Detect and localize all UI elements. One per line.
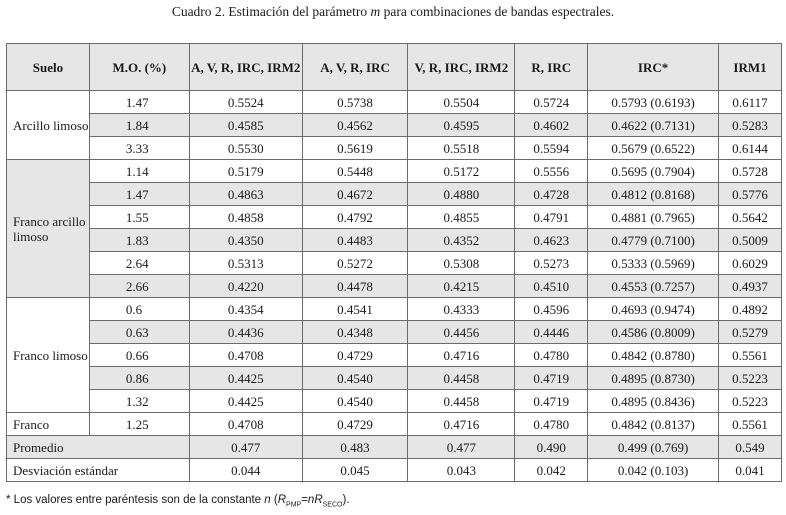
- footnote-n: n: [264, 494, 271, 506]
- value-cell: 0.4863: [189, 183, 302, 206]
- value-cell: 0.4729: [302, 344, 408, 367]
- value-cell: 0.5279: [719, 321, 782, 344]
- footnote: [6, 494, 350, 508]
- summary-value: 0.044: [189, 459, 302, 482]
- mo-cell: 1.32: [89, 390, 189, 413]
- summary-value: 0.483: [302, 436, 408, 459]
- value-cell: 0.5776: [719, 183, 782, 206]
- value-cell: 0.4895 (0.8730): [588, 367, 719, 390]
- value-cell: 0.4780: [515, 344, 588, 367]
- value-cell: 0.4456: [408, 321, 515, 344]
- column-header: V, R, IRC, IRM2: [408, 44, 515, 91]
- footnote-sub2: SECO: [322, 501, 343, 509]
- summary-value: 0.042 (0.103): [588, 459, 719, 482]
- table-row: [7, 160, 782, 183]
- column-header: A, V, R, IRC: [302, 44, 408, 91]
- value-cell: 0.4729: [302, 413, 408, 436]
- value-cell: 0.5561: [719, 344, 782, 367]
- value-cell: 0.5594: [515, 137, 588, 160]
- value-cell: 0.5273: [515, 252, 588, 275]
- mo-cell: 1.14: [89, 160, 189, 183]
- table-body: [7, 91, 782, 482]
- value-cell: 0.5448: [302, 160, 408, 183]
- value-cell: 0.5223: [719, 390, 782, 413]
- value-cell: 0.5642: [719, 206, 782, 229]
- footnote-close: ).: [342, 494, 350, 506]
- value-cell: 0.4540: [302, 390, 408, 413]
- footnote-r1: R: [277, 494, 287, 506]
- footnote-sub1: PMP: [286, 501, 302, 509]
- data-table: [6, 43, 782, 482]
- value-cell: 0.5679 (0.6522): [588, 137, 719, 160]
- value-cell: 0.5695 (0.7904): [588, 160, 719, 183]
- summary-value: 0.042: [515, 459, 588, 482]
- mo-cell: 3.33: [89, 137, 189, 160]
- value-cell: 0.5561: [719, 413, 782, 436]
- value-cell: 0.4895 (0.8436): [588, 390, 719, 413]
- value-cell: 0.4510: [515, 275, 588, 298]
- summary-label: Promedio: [7, 436, 190, 459]
- mo-cell: 1.84: [89, 114, 189, 137]
- value-cell: 0.4791: [515, 206, 588, 229]
- value-cell: 0.4623: [515, 229, 588, 252]
- table-row: [7, 367, 782, 390]
- mo-cell: 1.55: [89, 206, 189, 229]
- value-cell: 0.5556: [515, 160, 588, 183]
- value-cell: 0.5283: [719, 114, 782, 137]
- value-cell: 0.4792: [302, 206, 408, 229]
- table-row: [7, 413, 782, 436]
- value-cell: 0.4708: [189, 413, 302, 436]
- mo-cell: 2.66: [89, 275, 189, 298]
- value-cell: 0.4842 (0.8780): [588, 344, 719, 367]
- value-cell: 0.4728: [515, 183, 588, 206]
- mo-cell: 0.63: [89, 321, 189, 344]
- value-cell: 0.4719: [515, 367, 588, 390]
- value-cell: 0.4672: [302, 183, 408, 206]
- footnote-prefix: * Los valores entre paréntesis son de la constante: [6, 494, 265, 506]
- summary-label: Desviación estándar: [7, 459, 190, 482]
- caption-suffix: para combinaciones de bandas espectrales.: [380, 4, 615, 19]
- table-row: [7, 137, 782, 160]
- soil-cell: Franco limoso: [7, 298, 90, 413]
- caption-symbol: m: [370, 4, 381, 19]
- value-cell: 0.5179: [189, 160, 302, 183]
- caption-prefix: Cuadro 2. Estimación del parámetro: [171, 4, 371, 19]
- mo-cell: 1.83: [89, 229, 189, 252]
- soil-cell: Franco: [7, 413, 90, 436]
- footnote-n2: n: [307, 494, 315, 506]
- value-cell: 0.4425: [189, 390, 302, 413]
- mo-cell: 2.64: [89, 252, 189, 275]
- footnote-r2: R: [314, 494, 323, 506]
- value-cell: 0.5530: [189, 137, 302, 160]
- soil-cell: Franco arcillo limoso: [7, 160, 90, 298]
- column-header: Suelo: [7, 44, 90, 91]
- value-cell: 0.4719: [515, 390, 588, 413]
- value-cell: 0.5308: [408, 252, 515, 275]
- value-cell: 0.6117: [719, 91, 782, 114]
- value-cell: 0.4354: [189, 298, 302, 321]
- value-cell: 0.4540: [302, 367, 408, 390]
- header-row: [7, 44, 782, 91]
- mo-cell: 0.6: [89, 298, 189, 321]
- value-cell: 0.5524: [189, 91, 302, 114]
- summary-value: 0.043: [408, 459, 515, 482]
- table-row: [7, 229, 782, 252]
- value-cell: 0.4586 (0.8009): [588, 321, 719, 344]
- value-cell: 0.5272: [302, 252, 408, 275]
- value-cell: 0.5619: [302, 137, 408, 160]
- summary-value: 0.477: [189, 436, 302, 459]
- value-cell: 0.5738: [302, 91, 408, 114]
- column-header: R, IRC: [515, 44, 588, 91]
- value-cell: 0.5728: [719, 160, 782, 183]
- value-cell: 0.4483: [302, 229, 408, 252]
- summary-value: 0.499 (0.769): [588, 436, 719, 459]
- value-cell: 0.4596: [515, 298, 588, 321]
- column-header: A, V, R, IRC, IRM2: [189, 44, 302, 91]
- soil-cell: Arcillo limoso: [7, 91, 90, 160]
- value-cell: 0.4541: [302, 298, 408, 321]
- mo-cell: 1.25: [89, 413, 189, 436]
- value-cell: 0.4858: [189, 206, 302, 229]
- value-cell: 0.4780: [515, 413, 588, 436]
- table-row: [7, 321, 782, 344]
- value-cell: 0.4562: [302, 114, 408, 137]
- value-cell: 0.4436: [189, 321, 302, 344]
- value-cell: 0.4881 (0.7965): [588, 206, 719, 229]
- value-cell: 0.5724: [515, 91, 588, 114]
- value-cell: 0.4585: [189, 114, 302, 137]
- value-cell: 0.4880: [408, 183, 515, 206]
- value-cell: 0.5518: [408, 137, 515, 160]
- footnote-eq: =: [301, 494, 308, 506]
- value-cell: 0.4602: [515, 114, 588, 137]
- mo-cell: 0.86: [89, 367, 189, 390]
- table-row: [7, 344, 782, 367]
- mo-cell: 0.66: [89, 344, 189, 367]
- value-cell: 0.4458: [408, 390, 515, 413]
- value-cell: 0.6029: [719, 252, 782, 275]
- summary-value: 0.045: [302, 459, 408, 482]
- table-row: [7, 252, 782, 275]
- summary-row: [7, 436, 782, 459]
- value-cell: 0.4622 (0.7131): [588, 114, 719, 137]
- value-cell: 0.4693 (0.9474): [588, 298, 719, 321]
- table-row: [7, 206, 782, 229]
- column-header: IRC*: [588, 44, 719, 91]
- value-cell: 0.4446: [515, 321, 588, 344]
- summary-value: 0.490: [515, 436, 588, 459]
- summary-row: [7, 459, 782, 482]
- table-row: [7, 183, 782, 206]
- value-cell: 0.4708: [189, 344, 302, 367]
- column-header: M.O. (%): [89, 44, 189, 91]
- table-row: [7, 91, 782, 114]
- value-cell: 0.4842 (0.8137): [588, 413, 719, 436]
- table-row: [7, 298, 782, 321]
- summary-value: 0.549: [719, 436, 782, 459]
- value-cell: 0.4425: [189, 367, 302, 390]
- value-cell: 0.4937: [719, 275, 782, 298]
- mo-cell: 1.47: [89, 91, 189, 114]
- value-cell: 0.4595: [408, 114, 515, 137]
- value-cell: 0.4779 (0.7100): [588, 229, 719, 252]
- value-cell: 0.4716: [408, 413, 515, 436]
- value-cell: 0.4812 (0.8168): [588, 183, 719, 206]
- value-cell: 0.4220: [189, 275, 302, 298]
- value-cell: 0.4892: [719, 298, 782, 321]
- value-cell: 0.5313: [189, 252, 302, 275]
- value-cell: 0.5333 (0.5969): [588, 252, 719, 275]
- mo-cell: 1.47: [89, 183, 189, 206]
- value-cell: 0.4478: [302, 275, 408, 298]
- value-cell: 0.4352: [408, 229, 515, 252]
- footnote-open: (: [270, 494, 278, 506]
- value-cell: 0.4333: [408, 298, 515, 321]
- value-cell: 0.5793 (0.6193): [588, 91, 719, 114]
- column-header: IRM1: [719, 44, 782, 91]
- value-cell: 0.4716: [408, 344, 515, 367]
- value-cell: 0.4855: [408, 206, 515, 229]
- summary-value: 0.477: [408, 436, 515, 459]
- value-cell: 0.4215: [408, 275, 515, 298]
- value-cell: 0.4348: [302, 321, 408, 344]
- value-cell: 0.6144: [719, 137, 782, 160]
- value-cell: 0.5172: [408, 160, 515, 183]
- value-cell: 0.4458: [408, 367, 515, 390]
- value-cell: 0.5223: [719, 367, 782, 390]
- value-cell: 0.4553 (0.7257): [588, 275, 719, 298]
- value-cell: 0.4350: [189, 229, 302, 252]
- value-cell: 0.5009: [719, 229, 782, 252]
- table-row: [7, 390, 782, 413]
- table-row: [7, 275, 782, 298]
- summary-value: 0.041: [719, 459, 782, 482]
- table-row: [7, 114, 782, 137]
- value-cell: 0.5504: [408, 91, 515, 114]
- table-caption: [0, 4, 786, 20]
